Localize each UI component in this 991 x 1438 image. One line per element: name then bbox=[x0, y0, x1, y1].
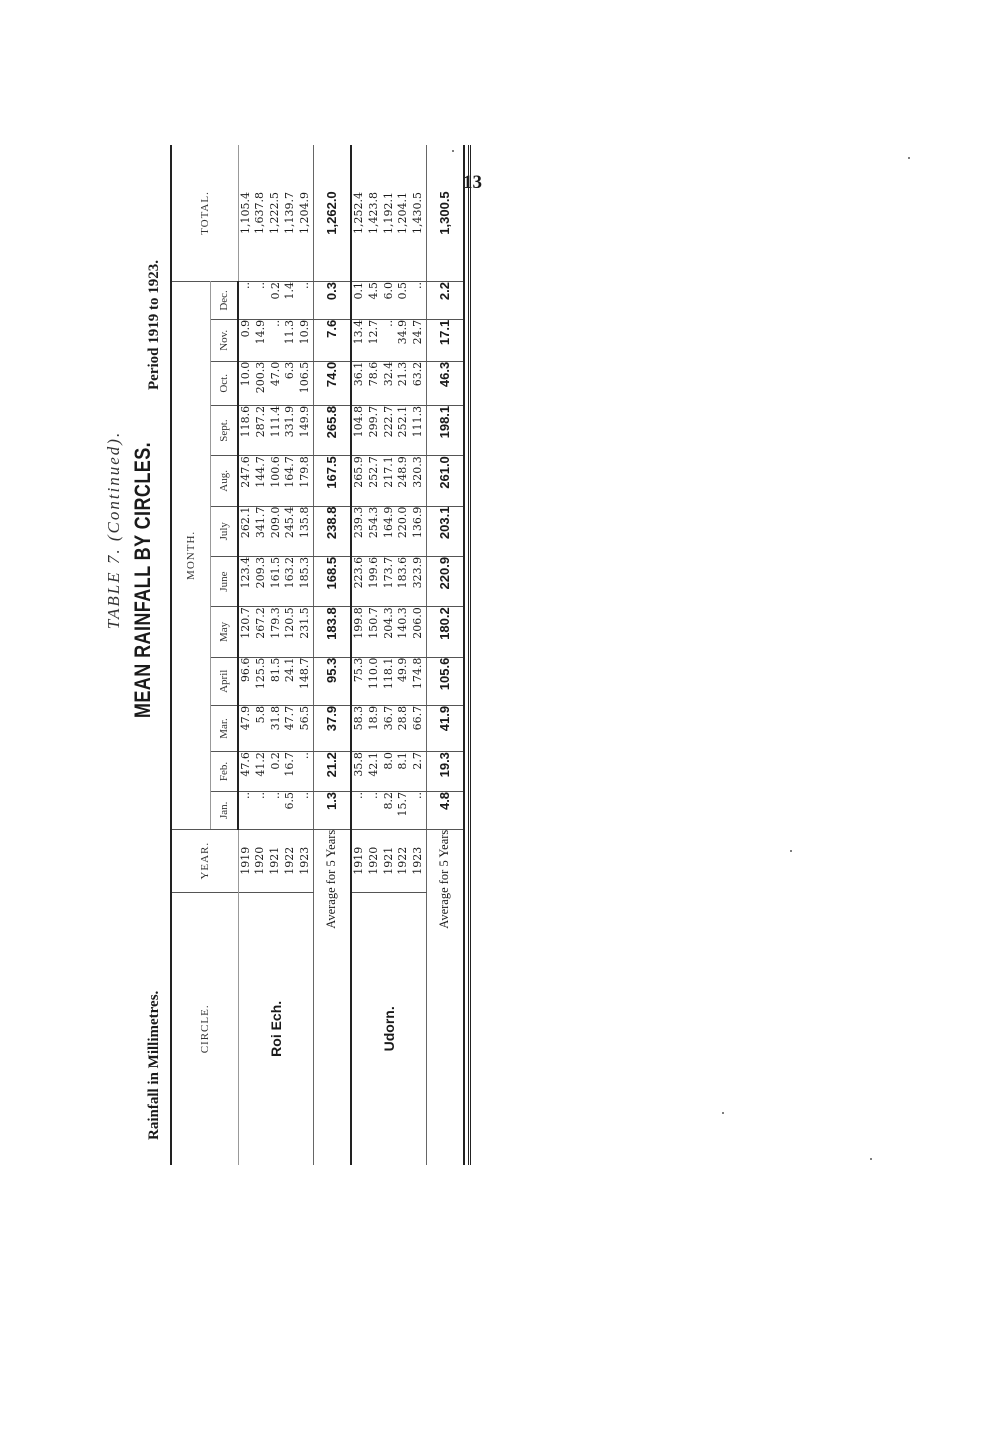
units-label: Rainfall in Millimetres. bbox=[146, 990, 162, 1140]
month-column-header: Jan. bbox=[211, 791, 239, 829]
rainfall-value: 96.6 bbox=[239, 657, 252, 683]
rainfall-value: 35.8 bbox=[351, 752, 365, 777]
rainfall-value: 341.7 bbox=[253, 506, 267, 539]
rainfall-value: .. bbox=[381, 319, 395, 327]
frame-cell bbox=[464, 556, 470, 606]
rainfall-value: .. bbox=[411, 282, 425, 290]
month-values bbox=[238, 752, 313, 792]
average-label: Average for 5 Years bbox=[313, 829, 351, 1165]
rainfall-table bbox=[170, 145, 471, 1165]
month-values bbox=[351, 705, 426, 751]
rainfall-value: 206.0 bbox=[411, 607, 425, 639]
month-values bbox=[238, 506, 313, 556]
rainfall-value: 223.6 bbox=[351, 556, 365, 589]
rainfall-value: 183.6 bbox=[396, 556, 410, 589]
frame-cell bbox=[464, 1039, 470, 1165]
rainfall-value: 262.1 bbox=[239, 506, 252, 539]
average-value: 1.3 bbox=[313, 791, 351, 829]
rainfall-value: 0.2 bbox=[268, 752, 282, 770]
average-value: 21.2 bbox=[313, 752, 351, 792]
average-value: 168.5 bbox=[313, 556, 351, 606]
month-values bbox=[238, 456, 313, 506]
rainfall-value: .. bbox=[366, 791, 380, 799]
average-value: 19.3 bbox=[426, 752, 464, 792]
rainfall-value: 118.1 bbox=[381, 657, 395, 690]
month-column-header: April bbox=[211, 657, 239, 705]
month-column-header: Sept. bbox=[211, 405, 239, 455]
rainfall-value: 161.5 bbox=[268, 556, 282, 589]
rainfall-value: 78.6 bbox=[366, 361, 380, 387]
month-values bbox=[238, 319, 313, 361]
total-value: 1,423.8 bbox=[366, 192, 380, 235]
average-value: 198.1 bbox=[426, 405, 464, 455]
rainfall-value: 36.1 bbox=[351, 361, 365, 387]
month-column-header: Mar. bbox=[211, 705, 239, 751]
rainfall-value: 34.9 bbox=[396, 319, 410, 345]
frame-cell bbox=[464, 145, 470, 282]
rainfall-value: 222.7 bbox=[381, 405, 395, 438]
rainfall-value: 66.7 bbox=[411, 705, 425, 731]
rainfall-value: 75.3 bbox=[351, 657, 365, 683]
month-values bbox=[238, 705, 313, 751]
average-value: 74.0 bbox=[313, 361, 351, 405]
rainfall-value: 199.8 bbox=[351, 607, 365, 639]
total-value: 1,252.4 bbox=[351, 192, 365, 235]
year-value: 1920 bbox=[366, 846, 380, 875]
rainfall-value: 118.6 bbox=[239, 405, 252, 438]
year-value: 1919 bbox=[351, 846, 365, 875]
rainfall-value: 204.3 bbox=[381, 607, 395, 639]
year-value: 1922 bbox=[396, 846, 410, 875]
month-column-header: Oct. bbox=[211, 361, 239, 405]
frame-cell bbox=[464, 405, 470, 455]
rainfall-value: 120.7 bbox=[239, 607, 252, 639]
rainfall-value: 199.6 bbox=[366, 556, 380, 589]
year-value: 1920 bbox=[253, 846, 267, 875]
rainfall-value: 36.7 bbox=[381, 705, 395, 731]
total-value: 1,222.5 bbox=[268, 192, 282, 235]
rainfall-value: 2.7 bbox=[411, 752, 425, 770]
rainfall-value: 6.5 bbox=[283, 791, 297, 810]
rainfall-value: 164.7 bbox=[283, 456, 297, 488]
month-column-header: June bbox=[211, 556, 239, 606]
total-value: 1,430.5 bbox=[411, 192, 425, 235]
year-value: 1922 bbox=[282, 846, 296, 875]
rainfall-value: 331.9 bbox=[283, 405, 297, 438]
rainfall-value: .. bbox=[253, 282, 267, 290]
rainfall-value: 220.0 bbox=[396, 506, 410, 539]
month-values bbox=[238, 556, 313, 606]
rainfall-value: 18.9 bbox=[366, 705, 380, 731]
month-values bbox=[238, 361, 313, 405]
rainfall-value: .. bbox=[239, 791, 252, 799]
rainfall-value: 63.2 bbox=[411, 361, 425, 387]
rainfall-value: 1.4 bbox=[283, 282, 297, 300]
rainfall-value: 125.5 bbox=[253, 657, 267, 690]
rainfall-value: 252.1 bbox=[396, 405, 410, 438]
rainfall-value: 320.3 bbox=[411, 456, 425, 488]
rainfall-value: 104.8 bbox=[351, 405, 365, 438]
average-value: 2.2 bbox=[426, 282, 464, 320]
frame-cell bbox=[464, 657, 470, 705]
month-values bbox=[351, 405, 426, 455]
month-values bbox=[238, 657, 313, 705]
rainfall-value: 24.7 bbox=[411, 319, 425, 345]
rainfall-value: 247.6 bbox=[239, 456, 252, 488]
total-header: TOTAL. bbox=[172, 145, 238, 282]
rainfall-value: 13.4 bbox=[351, 319, 365, 345]
speck bbox=[870, 1158, 872, 1160]
month-values bbox=[351, 657, 426, 705]
month-values bbox=[351, 607, 426, 657]
year-value: 1923 bbox=[297, 846, 311, 875]
month-values bbox=[351, 361, 426, 405]
average-label: Average for 5 Years bbox=[426, 829, 464, 1165]
month-values bbox=[351, 791, 426, 829]
month-values bbox=[351, 506, 426, 556]
year-value: 1923 bbox=[411, 846, 425, 875]
rainfall-value: 6.3 bbox=[283, 361, 297, 380]
rotated-table-page bbox=[104, 100, 880, 1140]
rainfall-value: 185.3 bbox=[298, 556, 312, 589]
rainfall-value: 58.3 bbox=[351, 705, 365, 731]
rainfall-value: 111.3 bbox=[411, 405, 425, 438]
rainfall-value: 111.4 bbox=[268, 405, 282, 438]
page-number: 13 bbox=[463, 172, 482, 193]
rainfall-value: 149.9 bbox=[298, 405, 312, 438]
rainfall-value: 12.7 bbox=[366, 319, 380, 345]
rainfall-value: .. bbox=[298, 791, 312, 799]
rainfall-value: 41.2 bbox=[253, 752, 267, 777]
total-value: 1,192.1 bbox=[381, 192, 395, 235]
running-title: TABLE 7. (Continued). bbox=[104, 430, 123, 630]
rainfall-value: 47.0 bbox=[268, 361, 282, 387]
average-total: 1,262.0 bbox=[313, 145, 351, 282]
rainfall-value: 49.9 bbox=[396, 657, 410, 683]
rainfall-value: 8.2 bbox=[381, 791, 395, 810]
rainfall-value: 0.5 bbox=[396, 282, 410, 300]
average-value: 37.9 bbox=[313, 705, 351, 751]
speck bbox=[908, 157, 910, 159]
month-column-header: Dec. bbox=[211, 282, 239, 320]
rainfall-value: 28.8 bbox=[396, 705, 410, 731]
total-value: 1,637.8 bbox=[253, 192, 267, 235]
rainfall-value: 16.7 bbox=[283, 752, 297, 777]
frame-cell bbox=[464, 705, 470, 751]
average-value: 4.8 bbox=[426, 791, 464, 829]
month-values bbox=[351, 752, 426, 792]
month-column-header: Feb. bbox=[211, 752, 239, 792]
frame-cell bbox=[464, 791, 470, 829]
circle-header: CIRCLE. bbox=[172, 892, 238, 1165]
total-values bbox=[351, 145, 426, 282]
year-list bbox=[238, 829, 313, 892]
average-value: 167.5 bbox=[313, 456, 351, 506]
rainfall-value: 148.7 bbox=[298, 657, 312, 690]
rainfall-value: 150.7 bbox=[366, 607, 380, 639]
rainfall-value: 173.7 bbox=[381, 556, 395, 589]
rainfall-value: 239.3 bbox=[351, 506, 365, 539]
rainfall-value: 164.9 bbox=[381, 506, 395, 539]
average-total: 1,300.5 bbox=[426, 145, 464, 282]
rainfall-value: 265.9 bbox=[351, 456, 365, 488]
average-value: 261.0 bbox=[426, 456, 464, 506]
rainfall-value: 6.0 bbox=[381, 282, 395, 300]
frame-cell bbox=[464, 506, 470, 556]
rainfall-value: 21.3 bbox=[396, 361, 410, 387]
rainfall-value: 0.1 bbox=[351, 282, 365, 300]
rainfall-value: 179.3 bbox=[268, 607, 282, 639]
rainfall-value: 231.5 bbox=[298, 607, 312, 639]
rainfall-value: 100.6 bbox=[268, 456, 282, 488]
rainfall-value: 144.7 bbox=[253, 456, 267, 488]
year-header: YEAR. bbox=[172, 829, 238, 892]
rainfall-value: .. bbox=[268, 791, 282, 799]
total-value: 1,139.7 bbox=[282, 192, 296, 235]
frame-cell bbox=[464, 892, 470, 1039]
rainfall-value: 267.2 bbox=[253, 607, 267, 639]
rainfall-value: 0.2 bbox=[268, 282, 282, 300]
average-value: 203.1 bbox=[426, 506, 464, 556]
frame-cell bbox=[464, 282, 470, 320]
rainfall-value: 106.5 bbox=[298, 361, 312, 394]
month-column-header: Nov. bbox=[211, 319, 239, 361]
year-list bbox=[351, 829, 426, 892]
month-values bbox=[351, 319, 426, 361]
total-values bbox=[238, 145, 313, 282]
rainfall-value: 24.1 bbox=[283, 657, 297, 683]
month-values bbox=[238, 791, 313, 829]
rainfall-value: 323.9 bbox=[411, 556, 425, 589]
circle-name: Roi Ech. bbox=[238, 892, 313, 1165]
table-title: MEAN RAINFALL BY CIRCLES. bbox=[130, 441, 155, 719]
rainfall-value: 163.2 bbox=[283, 556, 297, 589]
rainfall-value: 110.0 bbox=[366, 657, 380, 690]
frame-cell bbox=[464, 607, 470, 657]
year-value: 1921 bbox=[268, 846, 282, 875]
circle-name: Udorn. bbox=[351, 892, 426, 1165]
rainfall-value: 31.8 bbox=[268, 705, 282, 731]
rainfall-value: 14.9 bbox=[253, 319, 267, 345]
average-value: 220.9 bbox=[426, 556, 464, 606]
rainfall-value: .. bbox=[239, 282, 252, 290]
total-value: 1,204.9 bbox=[297, 192, 311, 235]
rainfall-value: 209.3 bbox=[253, 556, 267, 589]
rainfall-value: 179.8 bbox=[298, 456, 312, 488]
rainfall-value: 11.3 bbox=[283, 319, 297, 345]
rainfall-value: 174.8 bbox=[411, 657, 425, 690]
rainfall-value: 299.7 bbox=[366, 405, 380, 438]
rainfall-value: 287.2 bbox=[253, 405, 267, 438]
rainfall-value: 15.7 bbox=[396, 791, 410, 817]
rainfall-value: 32.4 bbox=[381, 361, 395, 387]
average-value: 180.2 bbox=[426, 607, 464, 657]
rainfall-value: 217.1 bbox=[381, 456, 395, 488]
rainfall-value: .. bbox=[253, 791, 267, 799]
year-value: 1919 bbox=[238, 846, 252, 875]
month-header: MONTH. bbox=[172, 282, 211, 830]
month-column-header: Aug. bbox=[211, 456, 239, 506]
rainfall-value: 209.0 bbox=[268, 506, 282, 539]
month-values bbox=[351, 556, 426, 606]
average-value: 105.6 bbox=[426, 657, 464, 705]
rainfall-value: 140.3 bbox=[396, 607, 410, 639]
rainfall-value: 135.8 bbox=[298, 506, 312, 539]
month-column-header: July bbox=[211, 506, 239, 556]
frame-cell bbox=[464, 456, 470, 506]
speck bbox=[722, 1112, 724, 1114]
rainfall-value: 8.0 bbox=[381, 752, 395, 770]
average-value: 265.8 bbox=[313, 405, 351, 455]
rainfall-value: 81.5 bbox=[268, 657, 282, 683]
year-value: 1921 bbox=[381, 846, 395, 875]
average-value: 95.3 bbox=[313, 657, 351, 705]
rainfall-value: 47.7 bbox=[283, 705, 297, 731]
rainfall-value: .. bbox=[351, 791, 365, 799]
period-label: Period 1919 to 1923. bbox=[146, 260, 162, 390]
average-value: 46.3 bbox=[426, 361, 464, 405]
month-values bbox=[238, 282, 313, 320]
total-value: 1,105.4 bbox=[238, 192, 252, 235]
month-values bbox=[351, 282, 426, 320]
rainfall-value: .. bbox=[298, 282, 312, 290]
rainfall-value: 42.1 bbox=[366, 752, 380, 777]
frame-cell bbox=[464, 361, 470, 405]
rainfall-value: .. bbox=[411, 791, 425, 799]
rainfall-value: 47.9 bbox=[239, 705, 252, 731]
rainfall-value: 123.4 bbox=[239, 556, 252, 589]
rainfall-value: 136.9 bbox=[411, 506, 425, 539]
rainfall-value: 5.8 bbox=[253, 705, 267, 724]
rainfall-value: 8.1 bbox=[396, 752, 410, 770]
month-column-header: May bbox=[211, 607, 239, 657]
rainfall-value: 248.9 bbox=[396, 456, 410, 488]
rainfall-value: 254.3 bbox=[366, 506, 380, 539]
average-value: 183.8 bbox=[313, 607, 351, 657]
rainfall-value: 10.9 bbox=[298, 319, 312, 345]
average-value: 0.3 bbox=[313, 282, 351, 320]
total-value: 1,204.1 bbox=[396, 192, 410, 235]
average-value: 238.8 bbox=[313, 506, 351, 556]
rainfall-value: 200.3 bbox=[253, 361, 267, 394]
rainfall-value: 56.5 bbox=[298, 705, 312, 731]
rainfall-value: 4.5 bbox=[366, 282, 380, 300]
month-values bbox=[238, 405, 313, 455]
rainfall-value: .. bbox=[268, 319, 282, 327]
rainfall-value: 47.6 bbox=[239, 752, 252, 777]
rainfall-value: 10.0 bbox=[239, 361, 252, 387]
frame-cell bbox=[464, 752, 470, 792]
month-values bbox=[238, 607, 313, 657]
rainfall-value: .. bbox=[298, 752, 312, 760]
rainfall-value: 252.7 bbox=[366, 456, 380, 488]
rainfall-value: 0.9 bbox=[239, 319, 252, 338]
month-values bbox=[351, 456, 426, 506]
rainfall-value: 245.4 bbox=[283, 506, 297, 539]
frame-cell bbox=[464, 319, 470, 361]
average-value: 7.6 bbox=[313, 319, 351, 361]
average-value: 41.9 bbox=[426, 705, 464, 751]
average-value: 17.1 bbox=[426, 319, 464, 361]
rainfall-value: 120.5 bbox=[283, 607, 297, 639]
frame-cell bbox=[464, 829, 470, 892]
